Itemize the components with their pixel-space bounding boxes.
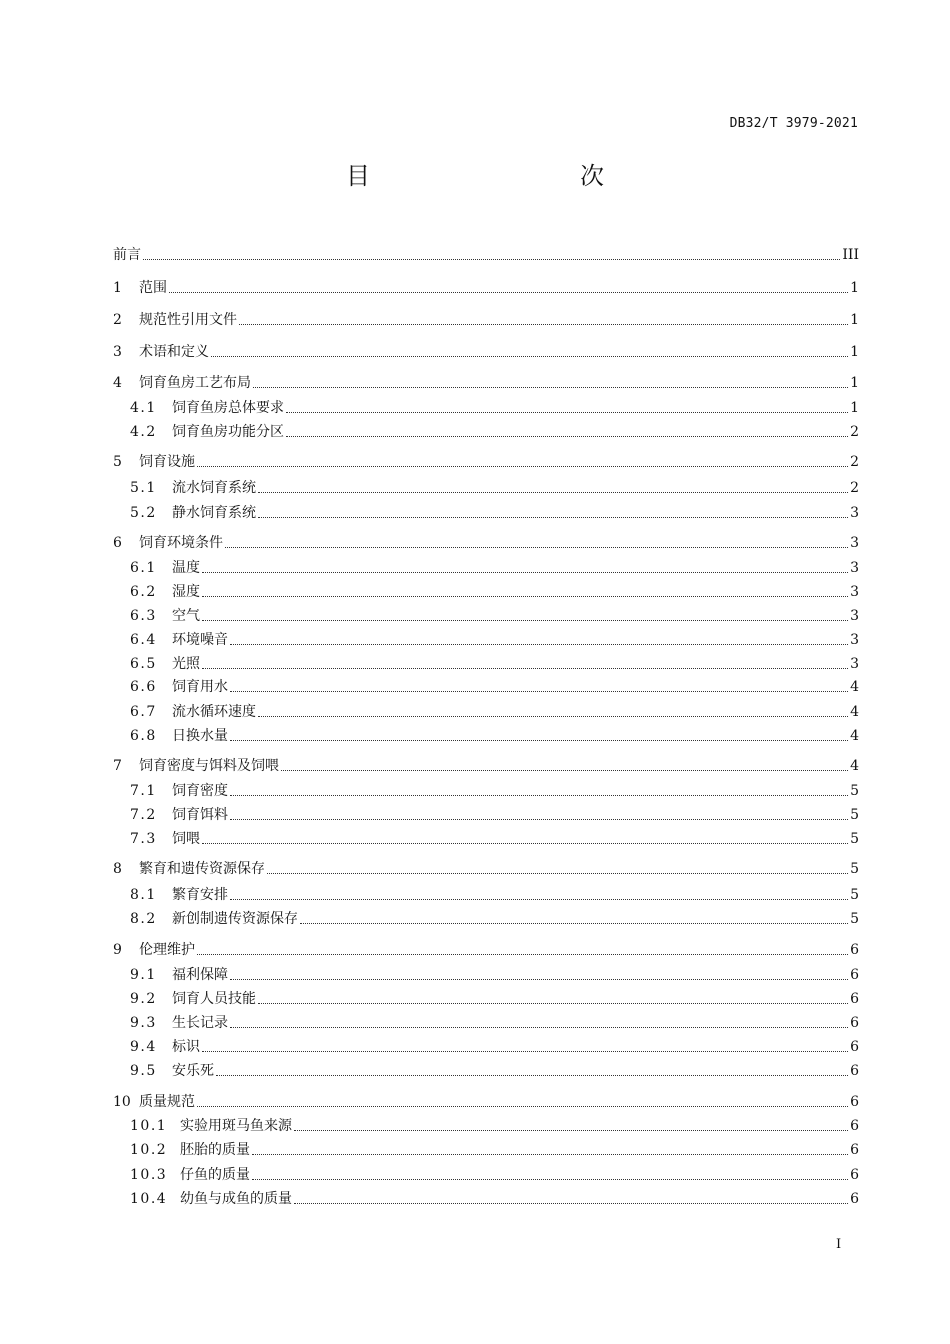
toc-entry-number: 9.5 bbox=[130, 1063, 157, 1079]
toc-entry-label: 范围 bbox=[139, 280, 167, 296]
toc-entry-number: 4.2 bbox=[130, 424, 157, 440]
toc-dot-leader bbox=[230, 898, 848, 900]
toc-entry-number: 3 bbox=[113, 344, 122, 360]
toc-entry-label: 安乐死 bbox=[172, 1063, 214, 1079]
toc-entry[interactable] bbox=[130, 1013, 859, 1033]
toc-entry-page: 6 bbox=[850, 1039, 859, 1055]
toc-entry-page: 5 bbox=[850, 911, 859, 927]
toc-entry-number: 4 bbox=[113, 375, 122, 391]
toc-entry[interactable] bbox=[130, 582, 859, 602]
toc-dot-leader bbox=[253, 386, 848, 388]
toc-dot-leader bbox=[286, 411, 848, 413]
toc-entry-page: 4 bbox=[850, 728, 859, 744]
toc-dot-leader bbox=[239, 323, 848, 325]
toc-entry-label: 环境噪音 bbox=[172, 632, 228, 648]
toc-entry-page: 1 bbox=[850, 280, 859, 296]
toc-entry-label: 质量规范 bbox=[139, 1094, 195, 1110]
toc-entry[interactable] bbox=[130, 1165, 859, 1185]
toc-dot-leader bbox=[202, 842, 848, 844]
toc-entry-page: 5 bbox=[850, 887, 859, 903]
toc-dot-leader bbox=[202, 595, 848, 597]
toc-entry[interactable] bbox=[130, 398, 859, 418]
toc-entry[interactable] bbox=[113, 373, 859, 393]
toc-entry-number: 5.1 bbox=[130, 480, 157, 496]
toc-entry-page: 6 bbox=[850, 1015, 859, 1031]
toc-entry-number: 10.3 bbox=[130, 1167, 168, 1183]
toc-entry-page: 6 bbox=[850, 991, 859, 1007]
toc-dot-leader bbox=[225, 546, 848, 548]
toc-entry-number: 10.2 bbox=[130, 1142, 168, 1158]
toc-entry-label: 空气 bbox=[172, 608, 200, 624]
document-code: DB32/T 3979-2021 bbox=[729, 116, 858, 131]
toc-entry-page: 6 bbox=[850, 1094, 859, 1110]
toc-entry-page: 5 bbox=[850, 807, 859, 823]
toc-entry-label: 胚胎的质量 bbox=[180, 1142, 250, 1158]
toc-entry[interactable] bbox=[113, 1092, 859, 1112]
toc-dot-leader bbox=[230, 1026, 848, 1028]
toc-entry-number: 6.2 bbox=[130, 584, 157, 600]
toc-entry-number: 1 bbox=[113, 280, 122, 296]
toc-dot-leader bbox=[230, 643, 848, 645]
toc-dot-leader bbox=[300, 922, 848, 924]
toc-entry-label: 静水饲育系统 bbox=[172, 505, 256, 521]
toc-dot-leader bbox=[281, 769, 848, 771]
toc-entry-label: 术语和定义 bbox=[139, 344, 209, 360]
toc-entry-label: 福利保障 bbox=[172, 967, 228, 983]
toc-dot-leader bbox=[202, 667, 848, 669]
toc-entry-number: 7.2 bbox=[130, 807, 157, 823]
toc-entry-label: 新创制遗传资源保存 bbox=[172, 911, 298, 927]
toc-entry[interactable] bbox=[130, 702, 859, 722]
toc-dot-leader bbox=[202, 619, 848, 621]
toc-entry-label: 繁育和遗传资源保存 bbox=[139, 861, 265, 877]
toc-entry-number: 7 bbox=[113, 758, 122, 774]
toc-dot-leader bbox=[286, 435, 848, 437]
toc-entry-page: 1 bbox=[850, 375, 859, 391]
toc-entry-label: 饲育设施 bbox=[139, 454, 195, 470]
toc-entry-label: 流水循环速度 bbox=[172, 704, 256, 720]
toc-entry-label: 湿度 bbox=[172, 584, 200, 600]
toc-entry[interactable] bbox=[130, 606, 859, 626]
toc-entry[interactable] bbox=[113, 310, 859, 330]
toc-entry-label: 幼鱼与成鱼的质量 bbox=[180, 1191, 292, 1207]
toc-entry-label: 饲育环境条件 bbox=[139, 535, 223, 551]
toc-title: 目 次 bbox=[346, 162, 658, 190]
toc-entry[interactable] bbox=[130, 726, 859, 746]
toc-entry[interactable] bbox=[113, 940, 859, 960]
toc-entry-page: 4 bbox=[850, 758, 859, 774]
toc-dot-leader bbox=[230, 794, 848, 796]
toc-entry-label: 流水饲育系统 bbox=[172, 480, 256, 496]
toc-dot-leader bbox=[258, 715, 848, 717]
toc-entry[interactable] bbox=[130, 558, 859, 578]
toc-entry-number: 10 bbox=[113, 1094, 131, 1110]
toc-entry-label: 日换水量 bbox=[172, 728, 228, 744]
toc-entry-label: 标识 bbox=[172, 1039, 200, 1055]
toc-dot-leader bbox=[294, 1202, 848, 1204]
toc-entry-page: 6 bbox=[850, 967, 859, 983]
toc-entry-page: 1 bbox=[850, 400, 859, 416]
toc-entry-number: 6.7 bbox=[130, 704, 157, 720]
toc-entry-label: 繁育安排 bbox=[172, 887, 228, 903]
toc-entry-page: 5 bbox=[850, 783, 859, 799]
toc-entry-number: 8 bbox=[113, 861, 122, 877]
toc-entry-number: 5 bbox=[113, 454, 122, 470]
toc-entry-page: 3 bbox=[850, 584, 859, 600]
toc-dot-leader bbox=[169, 291, 848, 293]
toc-entry-page: 3 bbox=[850, 656, 859, 672]
toc-entry-number: 8.1 bbox=[130, 887, 157, 903]
toc-entry[interactable] bbox=[130, 478, 859, 498]
toc-dot-leader bbox=[202, 571, 848, 573]
toc-entry[interactable] bbox=[130, 909, 859, 929]
toc-entry[interactable] bbox=[130, 965, 859, 985]
toc-entry-label: 饲育用水 bbox=[172, 679, 228, 695]
toc-entry-label: 温度 bbox=[172, 560, 200, 576]
toc-entry-number: 6.3 bbox=[130, 608, 157, 624]
toc-entry[interactable] bbox=[113, 278, 859, 298]
toc-entry-label: 饲育饵料 bbox=[172, 807, 228, 823]
toc-entry-page: 2 bbox=[850, 454, 859, 470]
toc-entry[interactable] bbox=[113, 452, 859, 472]
toc-entry-number: 6.5 bbox=[130, 656, 157, 672]
toc-entry-label: 规范性引用文件 bbox=[139, 312, 237, 328]
toc-entry-number: 9.2 bbox=[130, 991, 157, 1007]
toc-entry[interactable] bbox=[113, 756, 859, 776]
toc-dot-leader bbox=[197, 465, 848, 467]
toc-entry[interactable] bbox=[130, 422, 859, 442]
toc-entry[interactable] bbox=[130, 885, 859, 905]
toc-entry[interactable] bbox=[113, 533, 859, 553]
toc-entry[interactable] bbox=[130, 677, 859, 697]
toc-entry-number: 9 bbox=[113, 942, 122, 958]
page-number: I bbox=[836, 1237, 842, 1252]
toc-dot-leader bbox=[211, 355, 848, 357]
toc-entry-number: 6.1 bbox=[130, 560, 157, 576]
toc-dot-leader bbox=[230, 818, 848, 820]
toc-entry[interactable] bbox=[113, 245, 859, 265]
toc-entry-page: 3 bbox=[850, 535, 859, 551]
toc-dot-leader bbox=[202, 1050, 848, 1052]
toc-dot-leader bbox=[230, 739, 848, 741]
toc-entry-label: 仔鱼的质量 bbox=[180, 1167, 250, 1183]
toc-entry[interactable] bbox=[130, 829, 859, 849]
toc-entry-page: 6 bbox=[850, 1118, 859, 1134]
toc-entry-number: 7.3 bbox=[130, 831, 157, 847]
toc-entry-number: 10.4 bbox=[130, 1191, 168, 1207]
toc-dot-leader bbox=[197, 953, 848, 955]
toc-entry[interactable] bbox=[130, 1116, 859, 1136]
toc-entry-number: 8.2 bbox=[130, 911, 157, 927]
toc-entry-number: 9.3 bbox=[130, 1015, 157, 1031]
toc-entry-page: 6 bbox=[850, 1167, 859, 1183]
toc-entry-page: 1 bbox=[850, 312, 859, 328]
toc-entry-page: 5 bbox=[850, 831, 859, 847]
toc-entry-label: 前言 bbox=[113, 247, 141, 263]
toc-entry[interactable] bbox=[130, 781, 859, 801]
toc-entry[interactable] bbox=[130, 1140, 859, 1160]
toc-entry-page: 1 bbox=[850, 344, 859, 360]
toc-entry-number: 6.4 bbox=[130, 632, 157, 648]
toc-entry[interactable] bbox=[113, 859, 859, 879]
toc-entry-number: 6.8 bbox=[130, 728, 157, 744]
toc-entry[interactable] bbox=[130, 1037, 859, 1057]
toc-entry[interactable] bbox=[130, 805, 859, 825]
toc-entry-label: 饲育人员技能 bbox=[172, 991, 256, 1007]
toc-dot-leader bbox=[216, 1074, 848, 1076]
toc-entry-number: 4.1 bbox=[130, 400, 157, 416]
toc-entry[interactable] bbox=[130, 654, 859, 674]
toc-dot-leader bbox=[230, 690, 848, 692]
toc-entry[interactable] bbox=[130, 989, 859, 1009]
toc-entry-page: 6 bbox=[850, 942, 859, 958]
toc-dot-leader bbox=[197, 1105, 848, 1107]
toc-entry[interactable] bbox=[130, 1061, 859, 1081]
toc-entry-page: 3 bbox=[850, 632, 859, 648]
toc-entry[interactable] bbox=[130, 503, 859, 523]
toc-entry-page: 2 bbox=[850, 480, 859, 496]
toc-entry-page: 5 bbox=[850, 861, 859, 877]
toc-dot-leader bbox=[258, 1002, 848, 1004]
toc-entry-label: 饲育密度与饵料及饲喂 bbox=[139, 758, 279, 774]
toc-entry-label: 饲喂 bbox=[172, 831, 200, 847]
toc-dot-leader bbox=[258, 491, 848, 493]
toc-dot-leader bbox=[230, 978, 848, 980]
toc-entry-number: 6.6 bbox=[130, 679, 157, 695]
toc-entry-number: 9.1 bbox=[130, 967, 157, 983]
toc-entry-label: 饲育鱼房总体要求 bbox=[172, 400, 284, 416]
toc-entry-page: 2 bbox=[850, 424, 859, 440]
toc-entry-label: 伦理维护 bbox=[139, 942, 195, 958]
toc-entry-number: 7.1 bbox=[130, 783, 157, 799]
toc-entry-label: 光照 bbox=[172, 656, 200, 672]
toc-entry[interactable] bbox=[130, 630, 859, 650]
toc-dot-leader bbox=[258, 516, 848, 518]
toc-dot-leader bbox=[267, 872, 848, 874]
toc-entry-label: 饲育鱼房工艺布局 bbox=[139, 375, 251, 391]
toc-dot-leader bbox=[252, 1178, 848, 1180]
toc-entry-page: III bbox=[842, 247, 859, 263]
toc-entry-page: 6 bbox=[850, 1063, 859, 1079]
toc-entry-page: 4 bbox=[850, 704, 859, 720]
toc-dot-leader bbox=[294, 1129, 848, 1131]
toc-entry-page: 4 bbox=[850, 679, 859, 695]
toc-entry[interactable] bbox=[130, 1189, 859, 1209]
toc-dot-leader bbox=[143, 258, 840, 260]
toc-dot-leader bbox=[252, 1153, 848, 1155]
toc-entry-page: 6 bbox=[850, 1142, 859, 1158]
toc-entry-label: 饲育鱼房功能分区 bbox=[172, 424, 284, 440]
toc-entry-label: 饲育密度 bbox=[172, 783, 228, 799]
toc-entry-label: 实验用斑马鱼来源 bbox=[180, 1118, 292, 1134]
toc-entry-number: 5.2 bbox=[130, 505, 157, 521]
toc-entry-page: 3 bbox=[850, 608, 859, 624]
toc-entry-number: 9.4 bbox=[130, 1039, 157, 1055]
toc-entry-number: 6 bbox=[113, 535, 122, 551]
toc-entry-page: 6 bbox=[850, 1191, 859, 1207]
toc-entry-page: 3 bbox=[850, 560, 859, 576]
toc-entry-page: 3 bbox=[850, 505, 859, 521]
toc-entry[interactable] bbox=[113, 342, 859, 362]
toc-entry-number: 10.1 bbox=[130, 1118, 168, 1134]
toc-entry-number: 2 bbox=[113, 312, 122, 328]
toc-entry-label: 生长记录 bbox=[172, 1015, 228, 1031]
